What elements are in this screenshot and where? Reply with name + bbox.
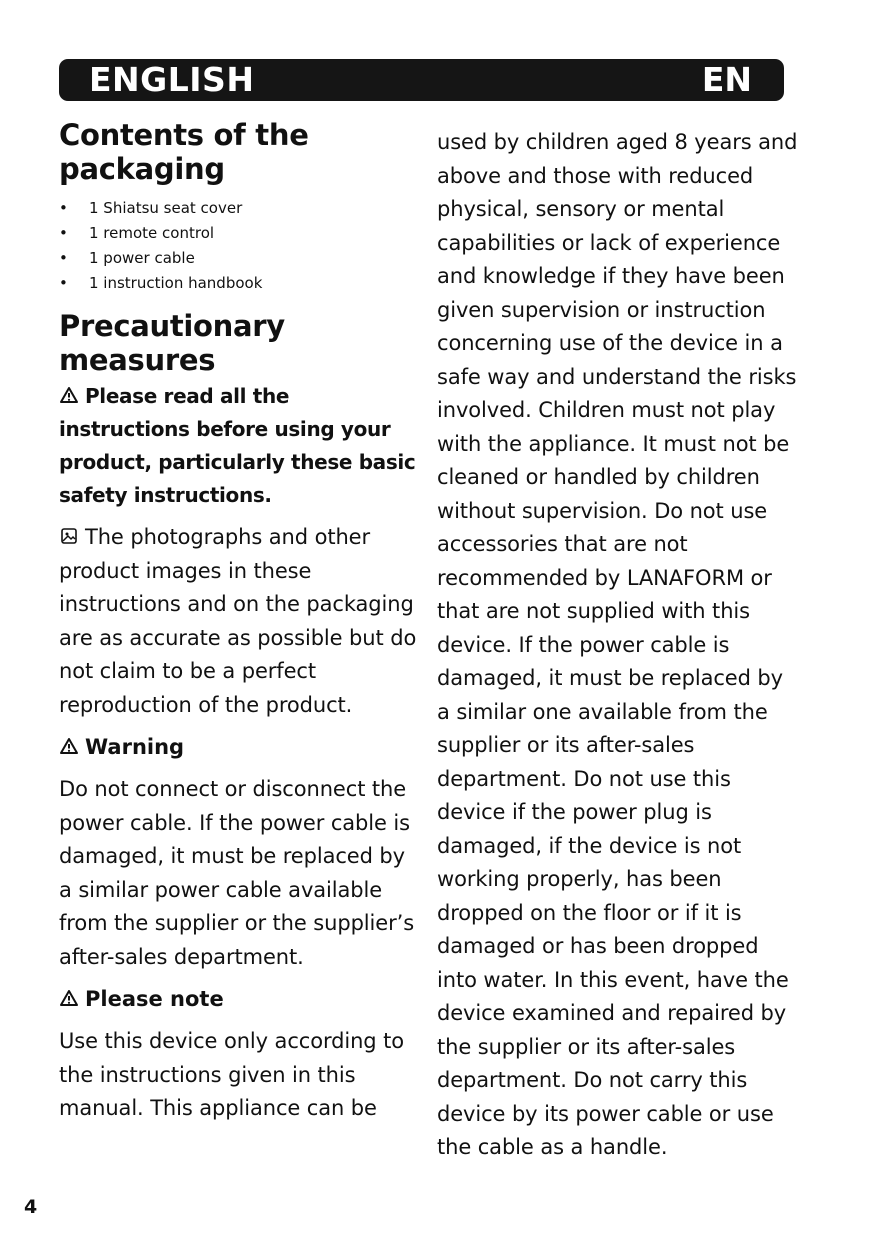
note-title: Please note: [85, 987, 224, 1011]
list-item-text: 1 Shiatsu seat cover: [89, 199, 243, 217]
contents-list: [59, 196, 417, 296]
bullet: •: [59, 199, 68, 217]
list-item: [59, 246, 417, 271]
list-item-text: 1 power cable: [89, 249, 195, 267]
image-icon: [59, 526, 79, 546]
precautions-heading: Precautionary measures: [59, 309, 285, 377]
note-heading: [59, 983, 417, 1016]
left-column: [59, 118, 417, 1126]
read-instructions-text: Please read all the instructions before using your product, particularly these basic safety instructions.: [59, 384, 416, 507]
list-item-text: 1 instruction handbook: [89, 274, 263, 292]
warning-text: Do not connect or disconnect the power cable. If the power cable is damaged, it must be replaced by a similar power cable available from the supplier or the supplier’s after-sales department.: [59, 777, 415, 969]
photo-notice: [59, 521, 417, 722]
bullet: •: [59, 274, 68, 292]
list-item-text: 1 remote control: [89, 224, 215, 242]
list-item: [59, 271, 417, 296]
bullet: •: [59, 224, 68, 242]
warning-triangle-icon: [59, 988, 79, 1008]
continued-safety-text: used by children aged 8 years and above and those with reduced physical, sensory or mental capabilities or lack of experience and knowledge if they have been given supervision or instruction concerning use of the device in a safe way and understand the risks involved. Children must not play with the appliance. It must not be cleaned or handled by children without supervision. Do not use accessories that are not recommended by LANAFORM or that are not supplied with this device. If the power cable is damaged, it must be replaced by a similar one available from the supplier or its after-sales department. Do not use this device if the power plug is damaged, if the device is not working properly, has been dropped on the floor or if it is damaged or has been dropped into water. In this event, have the device examined and repaired by the supplier or its after-sales department. Do not carry this device by its power cable or use the cable as a handle.: [437, 130, 798, 1159]
language-code: EN: [701, 60, 752, 99]
list-item: [59, 196, 417, 221]
contents-heading: Contents of the packaging: [59, 118, 309, 186]
page-number: 4: [24, 1196, 38, 1218]
warning-title: Warning: [85, 735, 185, 759]
list-item: [59, 221, 417, 246]
bullet: •: [59, 249, 68, 267]
photo-notice-text: The photographs and other product images in these instructions and on the packaging are as accurate as possible but do not claim to be a perfect reproduction of the product.: [59, 525, 417, 717]
warning-triangle-icon: [59, 736, 79, 756]
warning-triangle-icon: [59, 385, 79, 405]
warning-heading: [59, 731, 417, 764]
note-text: Use this device only according to the instructions given in this manual. This appliance can be: [59, 1029, 404, 1120]
read-instructions-notice: [59, 380, 417, 512]
language-header-bar: [59, 59, 784, 101]
language-title: ENGLISH: [89, 60, 255, 99]
right-column: [437, 126, 802, 1165]
